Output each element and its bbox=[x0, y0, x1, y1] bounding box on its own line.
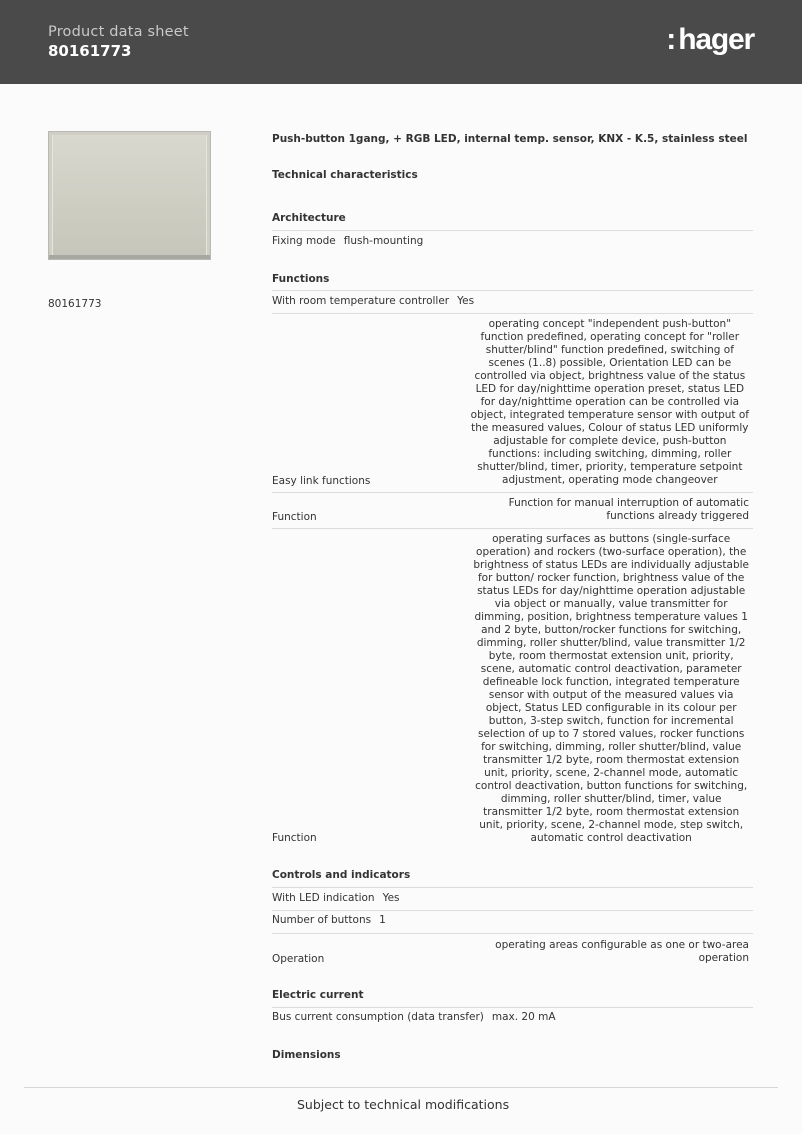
value-line: scenes (1..8) possible, Orientation LED can be bbox=[488, 357, 732, 369]
spec-value: Yes bbox=[382, 892, 400, 904]
product-code-title: 80161773 bbox=[48, 42, 132, 60]
doc-type-label: Product data sheet bbox=[48, 24, 189, 40]
value-line: LED for day/nighttime operation preset, status LED bbox=[475, 383, 745, 395]
footer-divider bbox=[24, 1087, 778, 1088]
value-line: function predefined, operating concept for "roller bbox=[480, 331, 740, 343]
dimensions-heading: Dimensions bbox=[272, 1049, 341, 1061]
spec-row-room-temperature-controller bbox=[272, 295, 753, 309]
spec-row-fixing-mode bbox=[272, 235, 753, 249]
spec-value: max. 20 mA bbox=[491, 1011, 556, 1023]
functions-heading: Functions bbox=[272, 273, 330, 285]
spec-value-multiline bbox=[471, 318, 749, 487]
value-line: control deactivation, button functions for switching, bbox=[475, 780, 748, 792]
spec-label: With LED indication bbox=[272, 892, 375, 904]
product-image-shadow bbox=[49, 255, 210, 259]
value-line: dimming, roller shutter/blind, timer, value bbox=[500, 793, 722, 805]
spec-label: Bus current consumption (data transfer) bbox=[272, 1011, 484, 1023]
divider bbox=[272, 230, 753, 231]
product-image bbox=[48, 131, 211, 260]
spec-label: Number of buttons bbox=[272, 914, 372, 926]
product-image-face bbox=[52, 135, 207, 256]
value-line: functions: including switching, dimming, roller bbox=[488, 448, 732, 460]
value-line: shutter/blind" function predefined, switching of bbox=[485, 344, 734, 356]
divider bbox=[272, 887, 753, 888]
value-line: transmitter 1/2 byte, room thermostat extension bbox=[483, 806, 740, 818]
value-line: functions already triggered bbox=[606, 510, 749, 522]
spec-value: flush-mounting bbox=[343, 235, 424, 247]
value-line: automatic control deactivation bbox=[530, 832, 692, 844]
value-line: for switching, dimming, roller shutter/blind, value bbox=[481, 741, 742, 753]
divider bbox=[272, 933, 753, 934]
value-line: for day/nighttime operation can be controlled via bbox=[480, 396, 740, 408]
footer-disclaimer: Subject to technical modifications bbox=[297, 1097, 510, 1112]
value-line: status LEDs for day/nighttime operation adjustable bbox=[477, 585, 746, 597]
value-line: byte, room thermostat extension unit, priority, bbox=[488, 650, 734, 662]
value-line: transmitter 1/2 byte, room thermostat extension bbox=[483, 754, 740, 766]
spec-label: Easy link functions bbox=[272, 475, 371, 487]
value-line: adjustable for complete device, push-button bbox=[493, 435, 727, 447]
value-line: operation bbox=[698, 952, 749, 964]
header-bar bbox=[0, 0, 802, 84]
spec-label: Fixing mode bbox=[272, 235, 336, 247]
spec-row-operation bbox=[272, 939, 753, 965]
value-line: for button/ rocker function, brightness value of the bbox=[477, 572, 745, 584]
value-line: object, integrated temperature sensor with output of bbox=[470, 409, 749, 421]
value-line: dimming, position, brightness temperature values 1 bbox=[474, 611, 748, 623]
spec-value-multiline bbox=[473, 533, 749, 845]
sidebar-product-code: 80161773 bbox=[48, 298, 102, 310]
spec-label: Function bbox=[272, 511, 317, 523]
divider bbox=[272, 313, 753, 314]
value-line: unit, priority, scene, 2-channel mode, step switch, bbox=[479, 819, 744, 831]
value-line: brightness of status LEDs are individually adjustable bbox=[473, 559, 749, 571]
value-line: dimming, roller shutter/blind, value transmitter 1/2 bbox=[476, 637, 746, 649]
divider bbox=[272, 910, 753, 911]
spec-value: Yes bbox=[457, 295, 475, 307]
value-line: defineable lock function, integrated temperature bbox=[482, 676, 740, 688]
spec-value-multiline bbox=[509, 497, 749, 523]
value-line: operating areas configurable as one or two-area bbox=[495, 939, 749, 951]
spec-label: Operation bbox=[272, 953, 325, 965]
spec-row-number-of-buttons bbox=[272, 914, 753, 928]
spec-row-function-manual-interruption bbox=[272, 497, 753, 523]
value-line: unit, priority, scene, 2-channel mode, automatic bbox=[484, 767, 739, 779]
value-line: button, 3-step switch, function for incremental bbox=[488, 715, 734, 727]
technical-characteristics-heading: Technical characteristics bbox=[272, 169, 418, 181]
divider bbox=[272, 528, 753, 529]
spec-row-easy-link-functions bbox=[272, 318, 753, 487]
value-line: selection of up to 7 stored values, rocker functions bbox=[477, 728, 745, 740]
value-line: Function for manual interruption of automatic bbox=[508, 497, 749, 509]
value-line: operation) and rockers (two-surface operation), the bbox=[476, 546, 747, 558]
divider bbox=[272, 492, 753, 493]
architecture-heading: Architecture bbox=[272, 212, 346, 224]
spec-label: With room temperature controller bbox=[272, 295, 450, 307]
product-title: Push-button 1gang, + RGB LED, internal temp. sensor, KNX - K.5, stainless steel bbox=[272, 133, 748, 145]
value-line: controlled via object, brightness value of the status bbox=[474, 370, 746, 382]
value-line: via object or manually, value transmitter for bbox=[494, 598, 728, 610]
controls-indicators-heading: Controls and indicators bbox=[272, 869, 411, 881]
logo-text: hager bbox=[678, 23, 754, 56]
divider bbox=[272, 1007, 753, 1008]
spec-row-led-indication bbox=[272, 892, 753, 906]
value-line: operating surfaces as buttons (single-surface bbox=[492, 533, 731, 545]
spec-value: 1 bbox=[379, 914, 386, 926]
spec-row-function-operating-surfaces bbox=[272, 533, 753, 844]
spec-row-bus-current-consumption bbox=[272, 1011, 753, 1025]
electric-current-heading: Electric current bbox=[272, 989, 364, 1001]
value-line: object, Status LED configurable in its colour per bbox=[485, 702, 737, 714]
value-line: the measured values, Colour of status LED uniformly bbox=[471, 422, 749, 434]
divider bbox=[272, 290, 753, 291]
value-line: adjustment, operating mode changeover bbox=[502, 474, 718, 486]
value-line: shutter/blind, timer, priority, temperature setpoint bbox=[477, 461, 743, 473]
hager-logo: :hager bbox=[666, 23, 754, 56]
spec-label: Function bbox=[272, 832, 317, 844]
value-line: sensor with output of the measured values via bbox=[488, 689, 734, 701]
value-line: scene, automatic control deactivation, parameter bbox=[480, 663, 742, 675]
spec-value-multiline bbox=[495, 939, 749, 965]
value-line: operating concept "independent push-button" bbox=[488, 318, 732, 330]
value-line: and 2 byte, button/rocker functions for switching, bbox=[481, 624, 742, 636]
